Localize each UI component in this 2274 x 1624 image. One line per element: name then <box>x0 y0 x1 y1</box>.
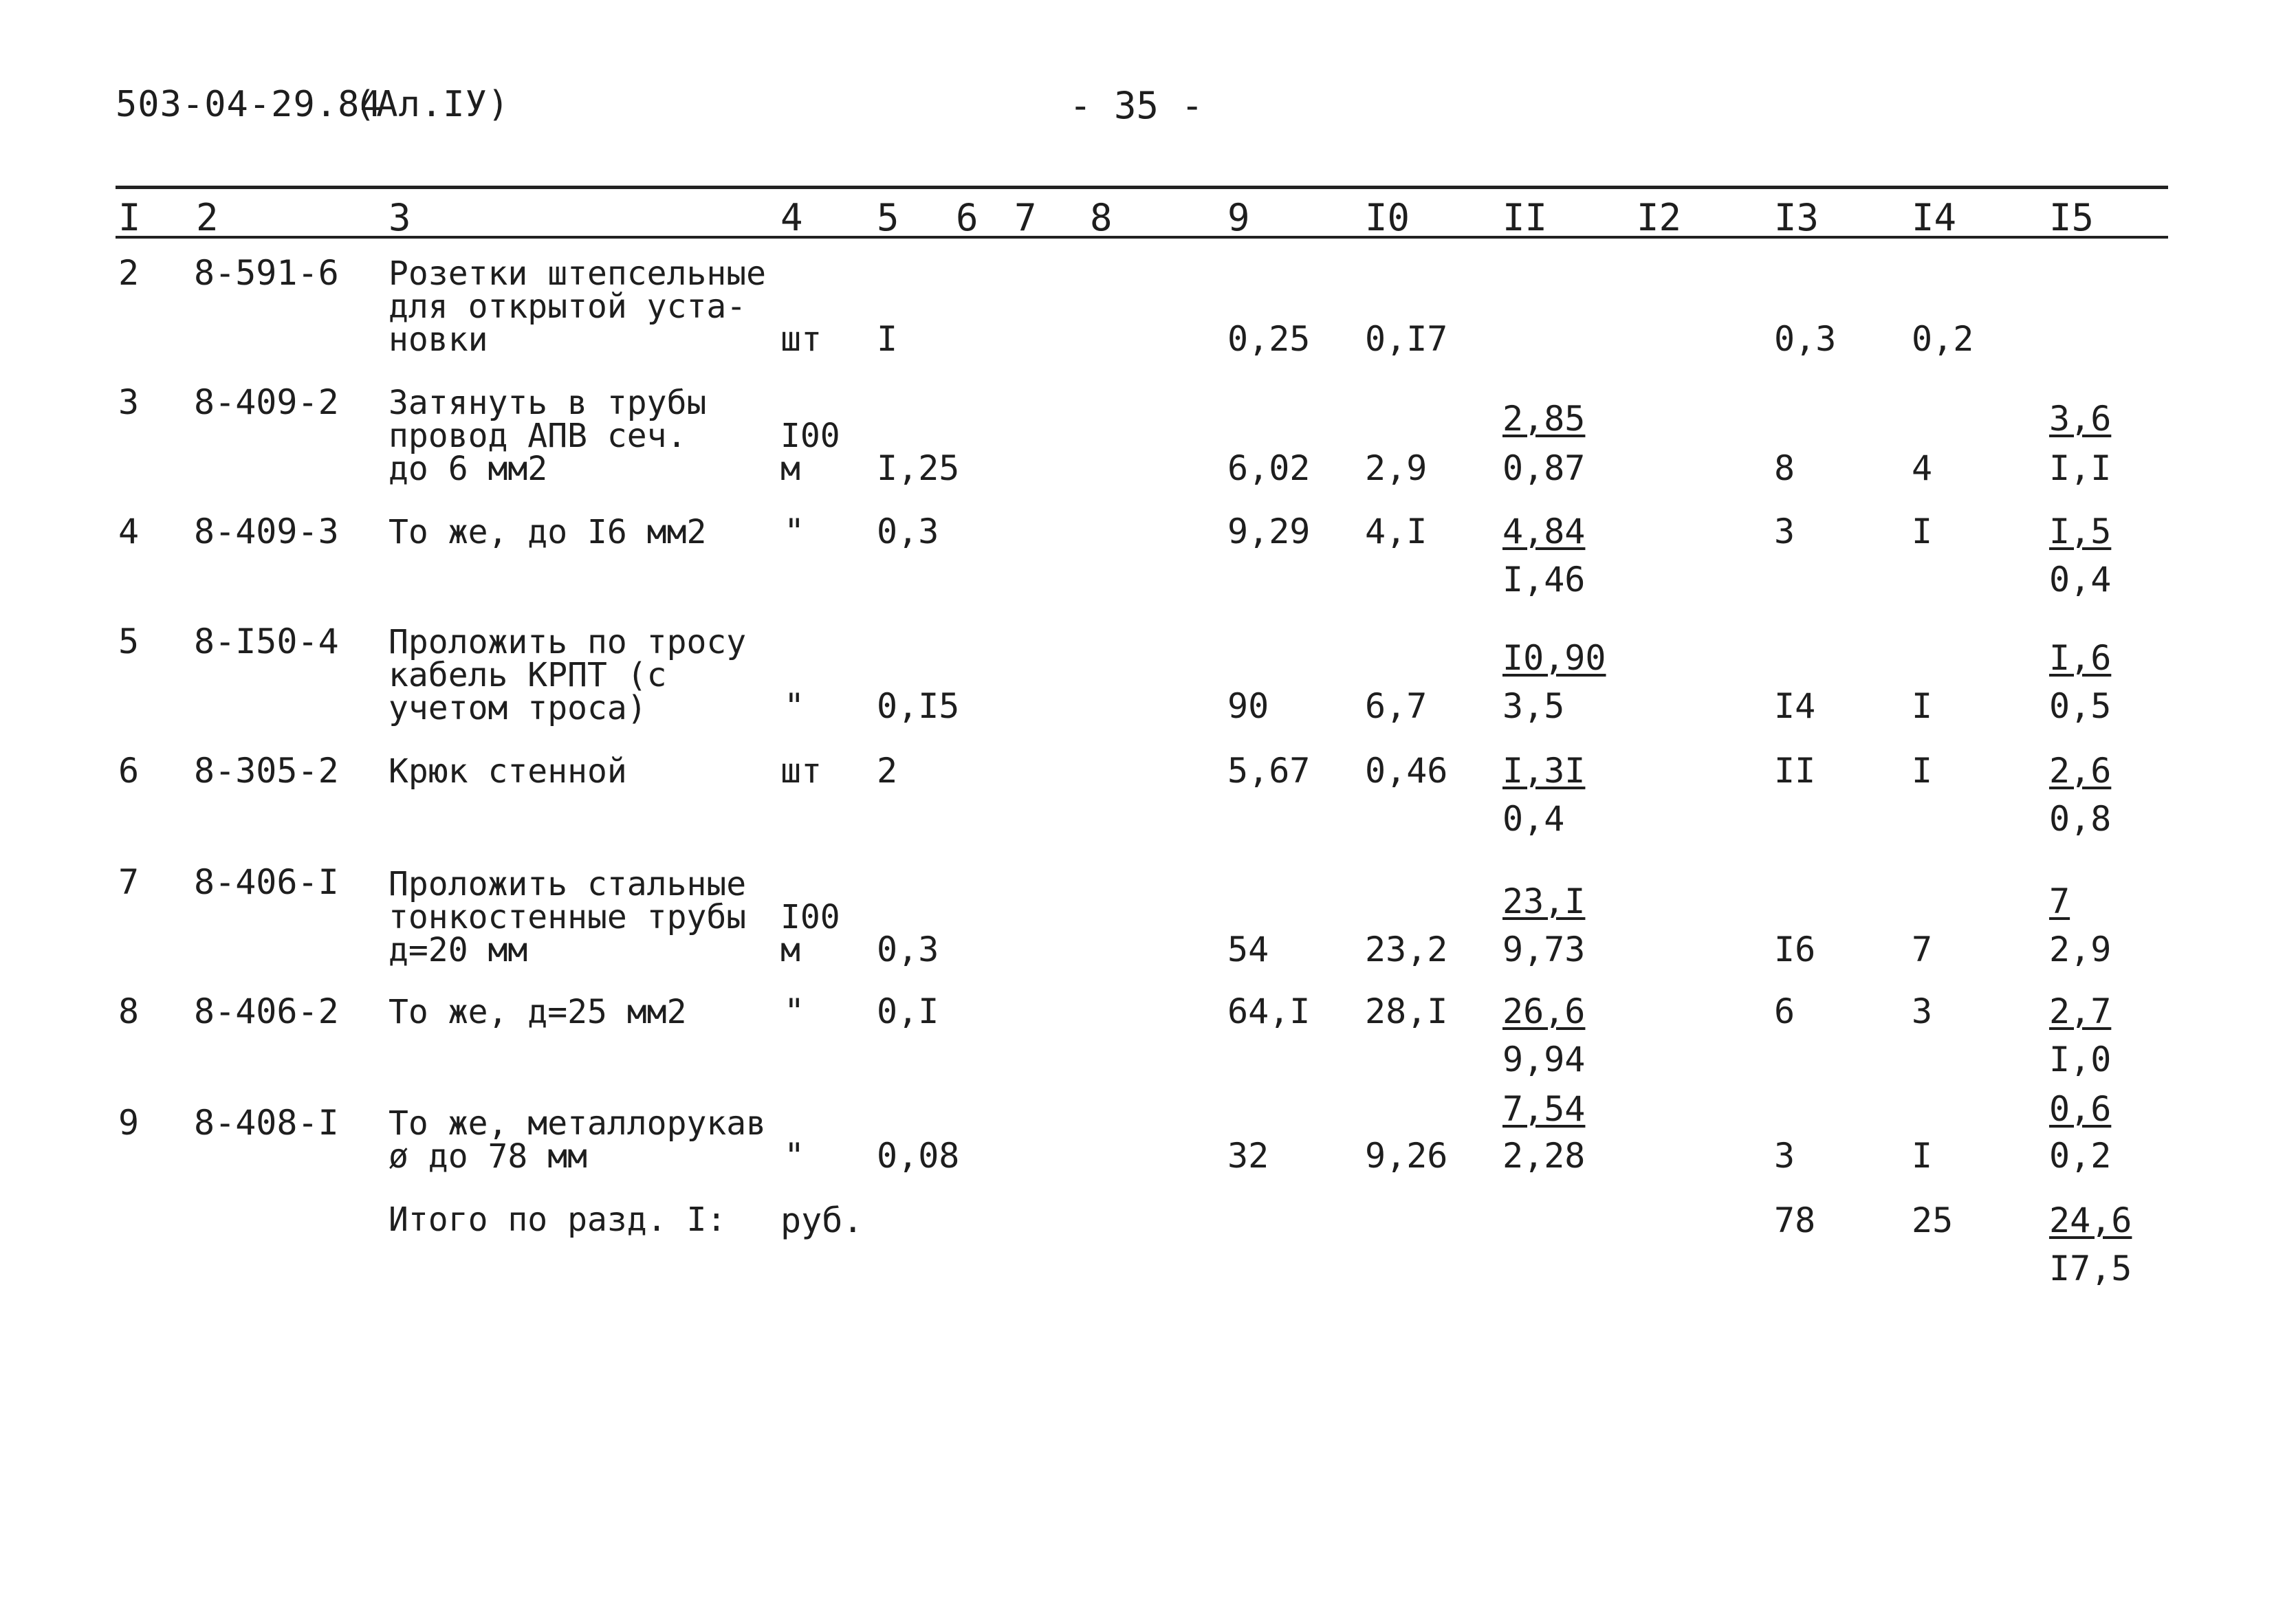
unit: " <box>784 1136 805 1176</box>
row-number: 6 <box>118 751 140 791</box>
rate-code: 8-I50-4 <box>194 622 339 661</box>
quantity: I,25 <box>877 448 960 488</box>
col-header-1: I <box>118 196 141 239</box>
col10-value: 4,I <box>1365 512 1428 551</box>
col13-value: II <box>1774 751 1816 791</box>
col11-top-value: 26,6 <box>1502 991 1586 1031</box>
rate-code: 8-305-2 <box>194 751 339 791</box>
unit: шт <box>780 319 822 359</box>
col15-top-value: I,6 <box>2049 638 2112 678</box>
unit: " <box>784 512 805 551</box>
col13-value: I4 <box>1774 686 1816 726</box>
work-description: Розетки штепсельные для открытой уста- новки <box>389 254 767 359</box>
col15-bottom-value: 0,2 <box>2049 1136 2112 1176</box>
rate-code: 8-408-I <box>194 1103 339 1143</box>
col11-top-value: 4,84 <box>1502 512 1586 551</box>
col13-value: I6 <box>1774 930 1816 969</box>
col11-top-value: 23,I <box>1502 881 1586 921</box>
col14-value: I <box>1912 1136 1933 1176</box>
col15-top-value: 0,6 <box>2049 1089 2112 1129</box>
col14-value: 0,2 <box>1912 319 1974 359</box>
total-col15-bottom-value: I7,5 <box>2049 1249 2132 1288</box>
col11-bottom-value: 0,4 <box>1502 799 1565 839</box>
col11-top-value: I,3I <box>1502 751 1586 791</box>
col9-value: 5,67 <box>1227 751 1311 791</box>
quantity: I <box>877 319 898 359</box>
work-description: То же, металлорукав ø до 78 мм <box>389 1104 767 1176</box>
col11-top-value: 2,85 <box>1502 399 1586 439</box>
col15-bottom-value: 0,5 <box>2049 686 2112 726</box>
total-unit: руб. <box>780 1200 864 1240</box>
col10-value: 2,9 <box>1365 448 1428 488</box>
col15-bottom-value: 2,9 <box>2049 930 2112 969</box>
col13-value: 3 <box>1774 512 1795 551</box>
col-header-3: 3 <box>389 196 411 239</box>
col9-value: 9,29 <box>1227 512 1311 551</box>
col10-value: 23,2 <box>1365 930 1448 969</box>
total-label: Итого по разд. I: <box>389 1200 727 1239</box>
quantity: 0,I5 <box>877 686 960 726</box>
col11-top-value: I0,90 <box>1502 638 1606 678</box>
col15-top-value: I,5 <box>2049 512 2112 551</box>
col11-bottom-value: 9,94 <box>1502 1040 1586 1079</box>
col10-value: 0,46 <box>1365 751 1448 791</box>
col-header-11: II <box>1502 196 1548 239</box>
work-description: То же, д=25 мм2 <box>389 993 687 1031</box>
col10-value: 6,7 <box>1365 686 1428 726</box>
col14-value: 3 <box>1912 991 1933 1031</box>
total-col13-value: 78 <box>1774 1200 1816 1240</box>
col14-value: 4 <box>1912 448 1933 488</box>
work-description: Проложить стальные тонкостенные трубы д=20 мм <box>389 865 747 969</box>
row-number: 4 <box>118 512 140 551</box>
col15-bottom-value: I,0 <box>2049 1040 2112 1079</box>
col15-top-value: 2,7 <box>2049 991 2112 1031</box>
rate-code: 8-409-3 <box>194 512 339 551</box>
col9-value: 90 <box>1227 686 1269 726</box>
quantity: 0,08 <box>877 1136 960 1176</box>
col-header-8: 8 <box>1090 196 1113 239</box>
col13-value: 3 <box>1774 1136 1795 1176</box>
header-bottom-rule <box>116 236 2168 239</box>
col-header-10: I0 <box>1365 196 1410 239</box>
col15-top-value: 7 <box>2049 881 2070 921</box>
col9-value: 32 <box>1227 1136 1269 1176</box>
quantity: 0,I <box>877 991 939 1031</box>
unit: " <box>784 991 805 1031</box>
unit: " <box>784 686 805 726</box>
col14-value: I <box>1912 512 1933 551</box>
col11-bottom-value: 3,5 <box>1502 686 1565 726</box>
quantity: 0,3 <box>877 512 939 551</box>
unit: шт <box>780 751 822 791</box>
col15-bottom-value: I,I <box>2049 448 2112 488</box>
col-header-2: 2 <box>196 196 219 239</box>
col-header-13: I3 <box>1774 196 1819 239</box>
col-header-15: I5 <box>2049 196 2095 239</box>
unit: I00 м <box>780 417 840 488</box>
col9-value: 64,I <box>1227 991 1311 1031</box>
album-label: (Ал.IУ) <box>354 84 510 125</box>
col15-bottom-value: 0,4 <box>2049 560 2112 600</box>
col-header-14: I4 <box>1912 196 1957 239</box>
rate-code: 8-406-I <box>194 862 339 902</box>
work-description: То же, до I6 мм2 <box>389 513 707 551</box>
quantity: 0,3 <box>877 930 939 969</box>
col13-value: 6 <box>1774 991 1795 1031</box>
col10-value: 28,I <box>1365 991 1448 1031</box>
row-number: 9 <box>118 1103 140 1143</box>
col-header-6: 6 <box>956 196 979 239</box>
row-number: 3 <box>118 382 140 422</box>
col13-value: 0,3 <box>1774 319 1837 359</box>
col15-bottom-value: 0,8 <box>2049 799 2112 839</box>
col11-top-value: 7,54 <box>1502 1089 1586 1129</box>
col11-bottom-value: 9,73 <box>1502 930 1586 969</box>
col-header-9: 9 <box>1227 196 1250 239</box>
col14-value: I <box>1912 686 1933 726</box>
row-number: 7 <box>118 862 140 902</box>
total-col14-value: 25 <box>1912 1200 1954 1240</box>
col9-value: 54 <box>1227 930 1269 969</box>
col14-value: 7 <box>1912 930 1933 969</box>
work-description: Проложить по тросу кабель КРПТ (с учетом троса) <box>389 623 747 727</box>
col-header-12: I2 <box>1637 196 1682 239</box>
col-header-7: 7 <box>1014 196 1037 239</box>
col9-value: 0,25 <box>1227 319 1311 359</box>
col10-value: 0,I7 <box>1365 319 1448 359</box>
work-description: Затянуть в трубы провод АПВ сеч. до 6 мм2 <box>389 384 707 488</box>
col9-value: 6,02 <box>1227 448 1311 488</box>
rate-code: 8-406-2 <box>194 991 339 1031</box>
col10-value: 9,26 <box>1365 1136 1448 1176</box>
quantity: 2 <box>877 751 898 791</box>
rate-code: 8-591-6 <box>194 253 339 293</box>
page-number: - 35 - <box>1069 84 1204 127</box>
work-description: Крюк стенной <box>389 752 627 791</box>
row-number: 2 <box>118 253 140 293</box>
col-header-5: 5 <box>877 196 899 239</box>
col-header-4: 4 <box>780 196 803 239</box>
rate-code: 8-409-2 <box>194 382 339 422</box>
col11-bottom-value: I,46 <box>1502 560 1586 600</box>
unit: I00 м <box>780 898 840 969</box>
col13-value: 8 <box>1774 448 1795 488</box>
row-number: 5 <box>118 622 140 661</box>
document-code: 503-04-29.84 <box>116 84 382 125</box>
col11-bottom-value: 2,28 <box>1502 1136 1586 1176</box>
table-top-rule <box>116 186 2168 189</box>
col15-top-value: 2,6 <box>2049 751 2112 791</box>
col11-bottom-value: 0,87 <box>1502 448 1586 488</box>
col15-top-value: 3,6 <box>2049 399 2112 439</box>
total-col15-top-value: 24,6 <box>2049 1200 2132 1240</box>
row-number: 8 <box>118 991 140 1031</box>
col14-value: I <box>1912 751 1933 791</box>
